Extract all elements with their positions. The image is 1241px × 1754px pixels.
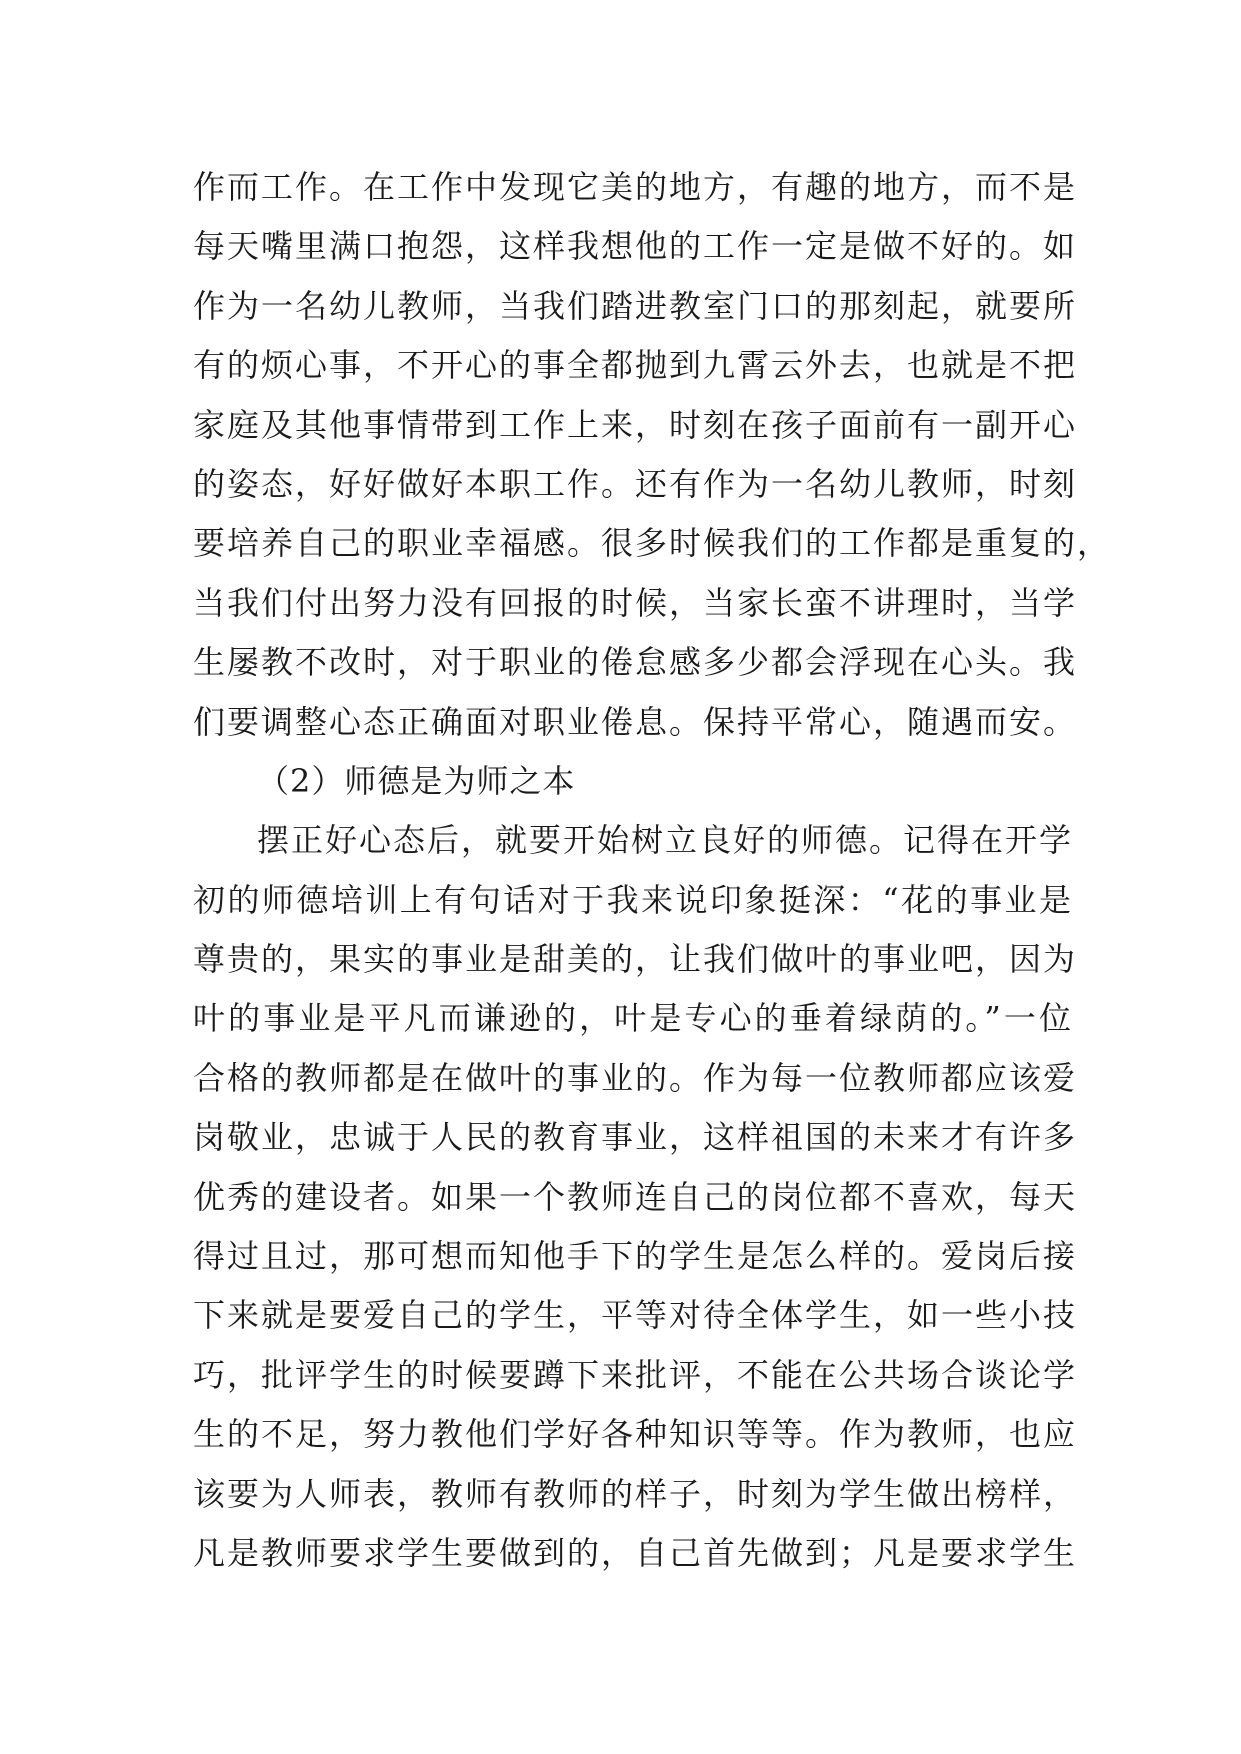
text-line: 生的不足，努力教他们学好各种知识等等。作为教师，也应 — [193, 1415, 1078, 1454]
text-line: 尊贵的，果实的事业是甜美的，让我们做叶的事业吧，因为 — [193, 940, 1078, 979]
text-line: 初的师德培训上有句话对于我来说印象挺深：“花的事业是 — [193, 880, 1073, 919]
text-line: 得过且过，那可想而知他手下的学生是怎么样的。爱岗后接 — [193, 1237, 1078, 1276]
paragraph-first-line: 摆正好心态后，就要开始树立良好的师德。记得在开学 — [257, 821, 1074, 860]
text-line: 生屡教不改时，对于职业的倦怠感多少都会浮现在心头。我 — [193, 643, 1078, 682]
section-heading: （2）师德是为师之本 — [257, 761, 576, 800]
text-line: 岗敬业，忠诚于人民的教育事业，这样祖国的未来才有许多 — [193, 1118, 1078, 1157]
text-line: 有的烦心事，不开心的事全都抛到九霄云外去，也就是不把 — [193, 346, 1078, 385]
text-line: 每天嘴里满口抱怨，这样我想他的工作一定是做不好的。如 — [193, 227, 1078, 266]
text-line: 合格的教师都是在做叶的事业的。作为每一位教师都应该爱 — [193, 1058, 1078, 1097]
text-line: 当我们付出努力没有回报的时候，当家长蛮不讲理时，当学 — [193, 583, 1078, 622]
text-line: 下来就是要爱自己的学生，平等对待全体学生，如一些小技 — [193, 1296, 1078, 1335]
text-line: 叶的事业是平凡而谦逊的，叶是专心的垂着绿荫的。”一位 — [193, 999, 1073, 1038]
text-line: 家庭及其他事情带到工作上来，时刻在孩子面前有一副开心 — [193, 405, 1078, 444]
text-line: 们要调整心态正确面对职业倦息。保持平常心，随遇而安。 — [193, 702, 1078, 741]
text-line: 作为一名幼儿教师，当我们踏进教室门口的那刻起，就要所 — [193, 286, 1078, 325]
text-line: 巧，批评学生的时候要蹲下来批评，不能在公共场合谈论学 — [193, 1355, 1078, 1394]
text-line: 凡是教师要求学生要做到的，自己首先做到；凡是要求学生 — [193, 1533, 1078, 1572]
document-body — [193, 158, 1112, 1583]
text-line: 的姿态，好好做好本职工作。还有作为一名幼儿教师，时刻 — [193, 464, 1078, 503]
text-line: 作而工作。在工作中发现它美的地方，有趣的地方，而不是 — [193, 168, 1078, 206]
text-line: 优秀的建设者。如果一个教师连自己的岗位都不喜欢，每天 — [193, 1177, 1078, 1216]
text-line: 该要为人师表，教师有教师的样子，时刻为学生做出榜样， — [193, 1474, 1078, 1513]
text-line: 要培养自己的职业幸福感。很多时候我们的工作都是重复的， — [193, 524, 1112, 563]
